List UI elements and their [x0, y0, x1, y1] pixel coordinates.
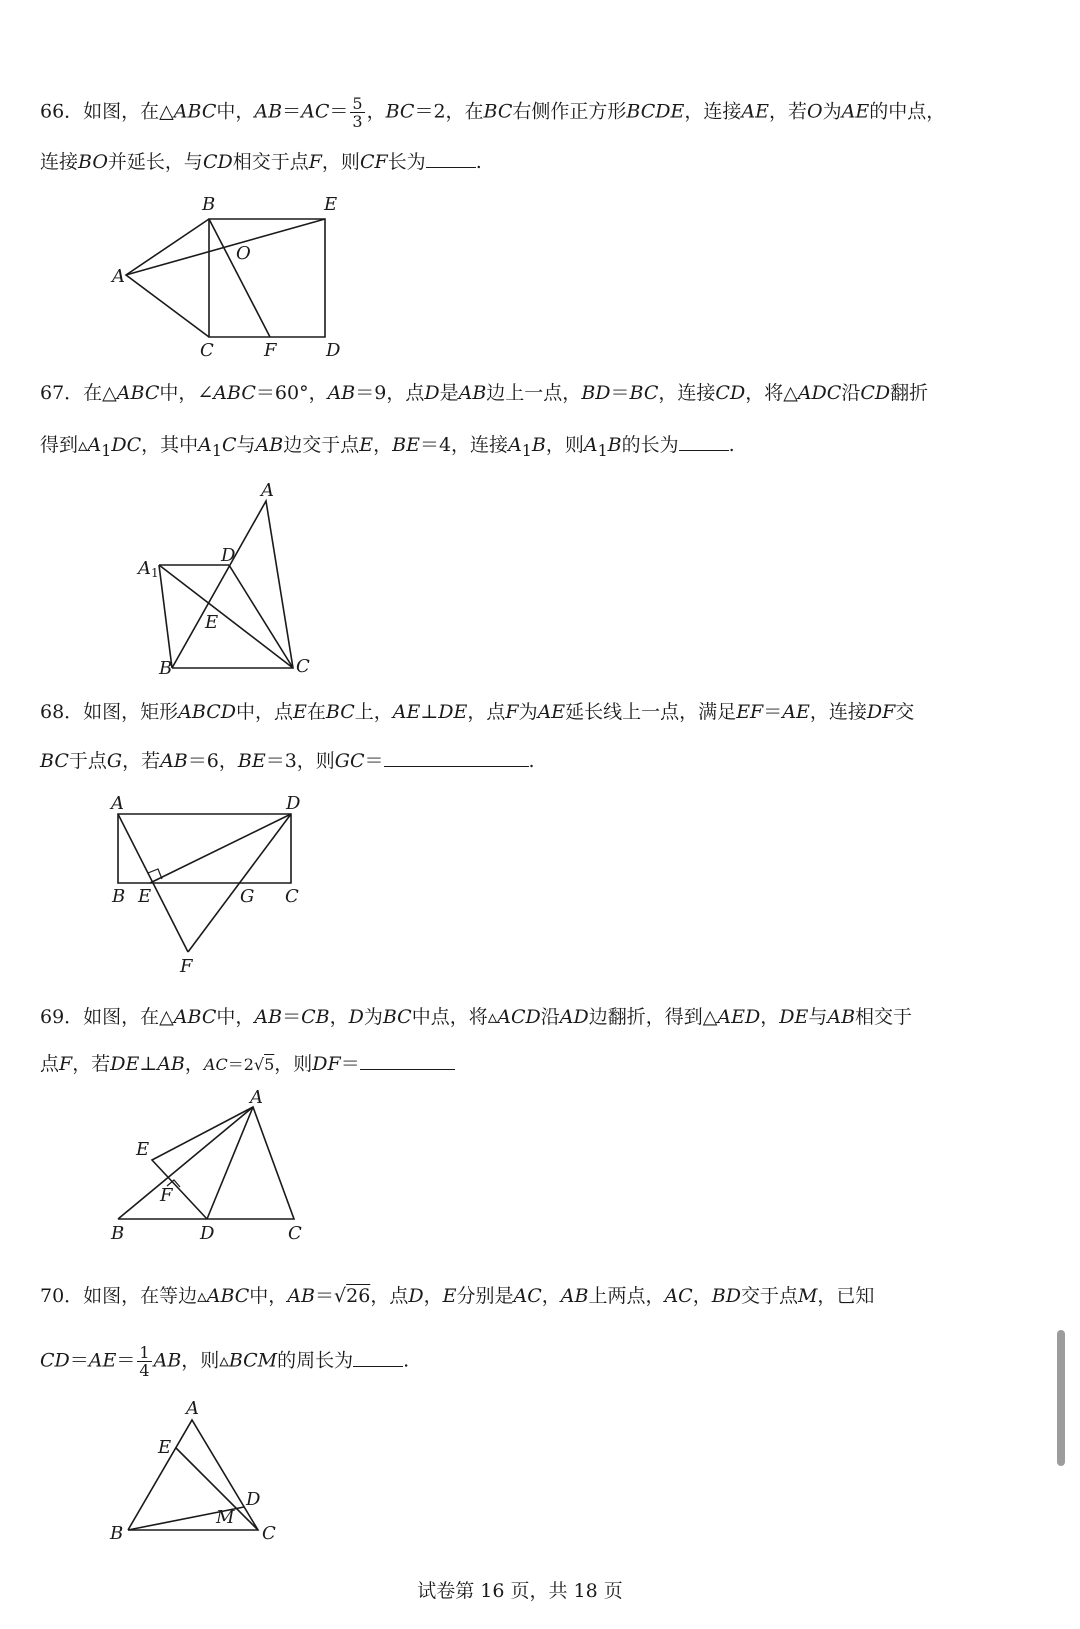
label-d: D — [221, 545, 236, 566]
label-m: M — [216, 1507, 235, 1528]
problem-68-line-2: BC于点G，若AB＝6，BE＝3，则GC＝ . — [40, 750, 535, 772]
label-e: E — [158, 1437, 172, 1458]
problem-67-line-2: 得到$▵A_1DC$，其中$A_1C$与AB边交于点E，BE＝4，连接$A_1B$，则$A_1B$的长为 . — [40, 434, 735, 460]
label-c: C — [200, 340, 214, 361]
label-f: F — [160, 1185, 173, 1206]
label-c: C — [288, 1223, 302, 1244]
problem-70-line-2: CD＝AE＝ $\frac{1}{4}$ AB，则▵BCM的周长为 . — [40, 1343, 410, 1380]
label-c: C — [296, 656, 310, 677]
label-c: C — [285, 886, 299, 907]
label-e: E — [205, 612, 219, 633]
page-footer: 试卷第 16 页，共 18 页 — [417, 1580, 623, 1602]
fraction: $\frac{5}{3}$ — [352, 94, 363, 131]
label-d: D — [246, 1489, 261, 1510]
label-a: A — [112, 266, 125, 287]
problem-69-line-1: 69．如图，在△ABC中，AB＝CB，D为BC中点，将▵ACD沿AD边翻折，得到△AED，DE与AB相交于 — [40, 1006, 913, 1028]
problem-66-line-2: 连接BO并延长，与CD相交于点F，则CF长为 . — [40, 151, 482, 173]
problem-66-line-1: 66．如图，在△ABC中，AB＝AC＝ $\frac{5}{3}$ ，BC＝2，在BC右侧作正方形BCDE，连接AE，若O为AE的中点， — [40, 94, 946, 131]
label-c: C — [262, 1523, 276, 1544]
triangle-abc — [128, 1420, 258, 1530]
label-d: D — [286, 793, 301, 814]
label-b: B — [110, 1523, 124, 1544]
label-f: F — [264, 340, 277, 361]
label-a: A — [111, 793, 124, 814]
label-a: A — [261, 480, 274, 501]
label-b: B — [112, 886, 126, 907]
scrollbar-thumb[interactable] — [1057, 1330, 1065, 1466]
label-e: E — [324, 194, 338, 215]
problem-67-line-1: 67．在△ABC中，∠ABC＝60°，AB＝9，点D是AB边上一点，BD＝BC，连接CD，将△ADC沿CD翻折 — [40, 382, 929, 404]
label-e: E — [136, 1139, 150, 1160]
label-b: B — [202, 194, 216, 215]
label-a: A — [186, 1398, 199, 1419]
label-o: O — [236, 243, 251, 264]
label-d: D — [200, 1223, 215, 1244]
label-g: G — [240, 886, 255, 907]
label-a: A — [250, 1087, 263, 1108]
problem-70-line-1: 70．如图，在等边▵ABC中，AB＝√26，点D，E分别是AC，AB上两点，AC，BD交于点M，已知 — [40, 1285, 875, 1307]
problem-68-line-1: 68．如图，矩形ABCD中，点E在BC上，AE⊥DE，点F为AE延长线上一点，满足EF＝AE，连接DF交 — [40, 701, 915, 723]
label-d: D — [326, 340, 341, 361]
label-b: B — [159, 658, 173, 679]
label-e: E — [138, 886, 152, 907]
problem-69-line-2: 点F，若DE⊥AB，AC＝2√5，则DF＝ — [40, 1051, 455, 1077]
fraction: $\frac{1}{4}$ — [139, 1343, 150, 1380]
label-f: F — [180, 956, 193, 977]
label-a1: A1 — [138, 558, 159, 580]
label-b: B — [111, 1223, 125, 1244]
